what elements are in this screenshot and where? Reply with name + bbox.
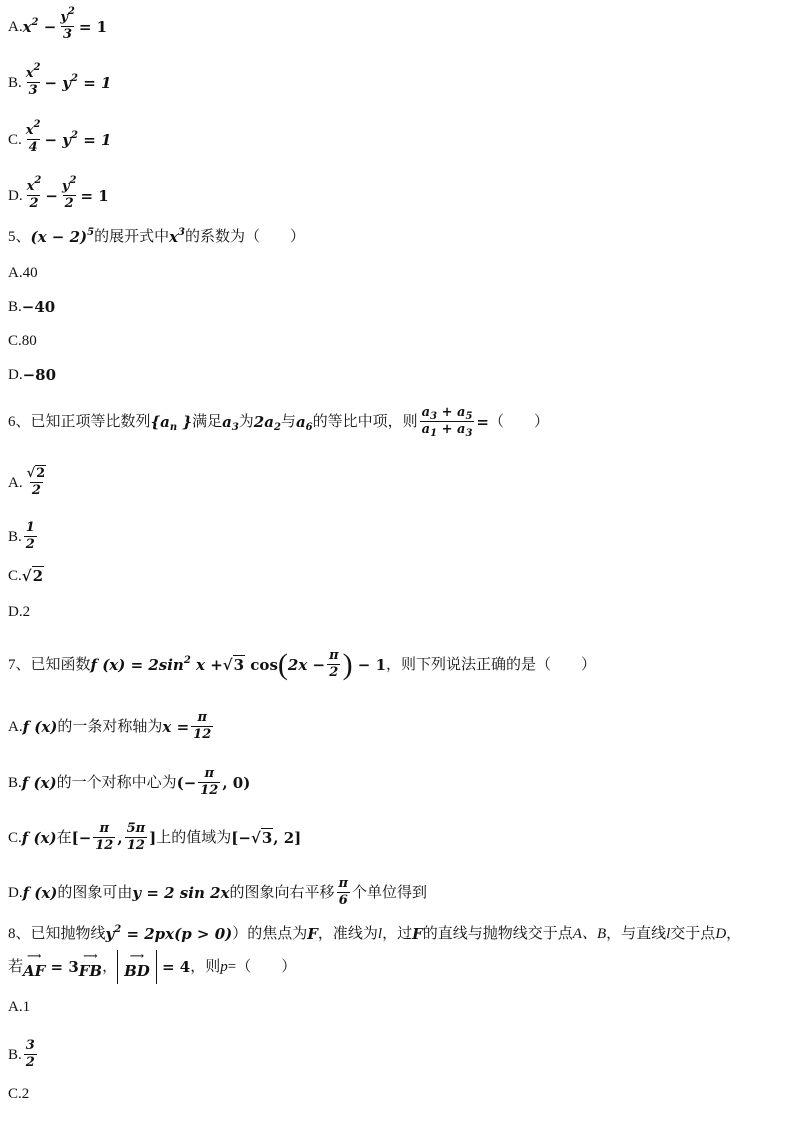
- question-8-stem-line2: 若 ⟶ AF = 3 ⟶ FB ， ⟶ BD = 4 ，则 p =（ ）: [8, 950, 296, 984]
- option-label: B.: [8, 74, 22, 91]
- question-7-option-c: C. f (x) 在 [− $\frac{\pi}{12}$ , $\frac{5\pi}{12}$ ] 上的值域为 [− √3 , 2]: [8, 821, 302, 853]
- question-6-option-d: D. 2: [8, 604, 31, 620]
- prev-option-b: B. $\frac{x^2}{3}$ − $y^2 = 1$: [8, 62, 112, 98]
- question-6-option-b: B. $\frac{1}{2}$: [8, 520, 35, 552]
- question-8-option-c: C. 2: [8, 1086, 30, 1102]
- question-7-option-b: B. f (x) 的一个对称中心为 (− $\frac{\pi}{12}$ , 0): [8, 766, 251, 798]
- question-7-option-a: A. f (x) 的一条对称轴为 x = $\frac{\pi}{12}$: [8, 710, 212, 742]
- question-6-option-c: C. √2: [8, 567, 44, 585]
- question-6-option-a: A. $\frac{√2}{2}$: [8, 466, 46, 498]
- question-8-option-a: A. 1: [8, 999, 31, 1015]
- question-8-option-b: B. $\frac{3}{2}$: [8, 1038, 35, 1070]
- question-7-option-d: D. f (x) 的图象可由 y = 2 sin 2x 的图象向右平移 $\frac{\pi}{6}$ 个单位得到: [8, 876, 428, 908]
- question-8-stem-line1: 8、 已知抛物线 $y^2 = 2px(p > 0)$ ）的焦点为 F ，准线为 l ，过 F 的直线与抛物线交于点 A、B ，与直线 l 交于点 D ，: [8, 924, 742, 943]
- question-5-option-d: D. −80: [8, 366, 57, 384]
- option-label: A.: [8, 18, 23, 35]
- option-label: D.: [8, 187, 23, 204]
- question-5-option-c: C. 80: [8, 333, 37, 349]
- prev-option-d: D. $\frac{x^2}{2}$ − $\frac{y^2}{2}$ = 1: [8, 175, 109, 211]
- question-5-option-a: A. 40: [8, 265, 38, 281]
- question-5-option-b: B. −40: [8, 298, 56, 316]
- question-7-stem: 7、 已知函数 f $(x) = 2\sin^2$ x + √3 cos ( 2x − $\frac{\pi}{2}$ ) − 1 ，则下列说法正确的是（ ）: [8, 647, 597, 681]
- prev-option-c: C. $\frac{x^2}{4}$ − $y^2 = 1$: [8, 119, 112, 155]
- prev-option-a: A. $x^2$ − $\frac{y^2}{3}$ = 1: [8, 6, 108, 42]
- question-6-stem: 6、 已知正项等比数列 {$a_n$ } 满足 $a_3$ 为 $2a_2$ 与 $a_6$ 的等比中项，则 $\frac{a_3 + a_5}{a_1 + a_3}$ = （ ）: [8, 405, 549, 439]
- question-5-stem: 5、 $(x - 2)^5$ 的展开式中 $x^3$ 的系数为（ ）: [8, 227, 306, 246]
- option-label: C.: [8, 131, 22, 148]
